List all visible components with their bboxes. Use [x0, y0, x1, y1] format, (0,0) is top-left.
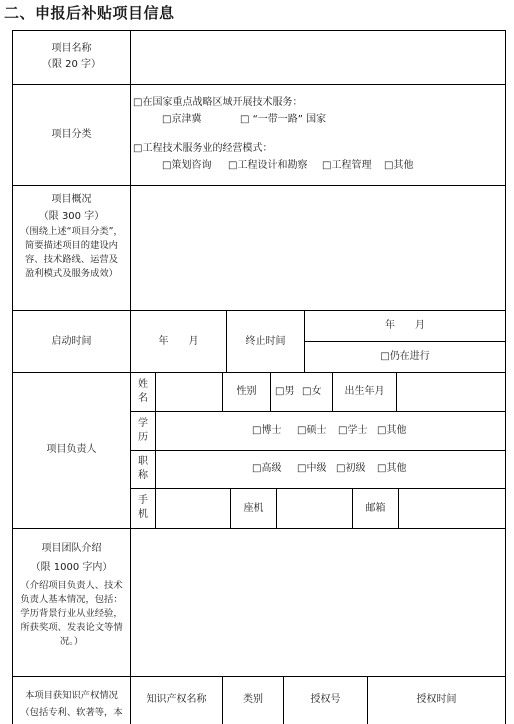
leader-row-line — [130, 411, 506, 412]
landline-label: 座机 — [243, 503, 264, 514]
birth-date-input[interactable] — [397, 373, 505, 411]
team-limit: （限 1000 字内） — [30, 562, 113, 573]
team-desc-line: （介绍项目负责人、技术 — [20, 580, 123, 591]
job-title-label: 职称 — [138, 456, 148, 481]
name-label: 姓名 — [138, 379, 148, 404]
gender-female-checkbox[interactable]: □女 — [302, 386, 322, 397]
ip-label-line: （包括专利、软著等，本 — [20, 707, 123, 718]
strategic-region-checkbox[interactable]: □在国家重点战略区域开展技术服务： — [133, 97, 303, 108]
overview-desc-line: 容、技术路线、运营及 — [25, 254, 118, 265]
section-heading: 二、申报后补贴项目信息 — [4, 4, 175, 22]
gender-label: 性别 — [236, 386, 257, 397]
project-leader-label: 项目负责人 — [46, 444, 97, 455]
option-other-checkbox[interactable]: □其他 — [384, 160, 414, 171]
name-row-divider — [270, 372, 271, 411]
overview-desc-line: （围绕上述“项目分类”， — [20, 226, 123, 237]
edu-bachelor-checkbox[interactable]: □学士 — [338, 425, 368, 436]
overview-desc-line: 简要描述项目的建设内 — [25, 240, 118, 251]
mobile-input[interactable] — [156, 489, 230, 528]
email-label: 邮箱 — [365, 503, 386, 514]
start-time-field[interactable]: 年 月 — [158, 336, 199, 347]
team-desc-line: 所获奖项、发表论文等情 — [20, 622, 123, 633]
ongoing-checkbox[interactable]: □仍在进行 — [380, 351, 430, 362]
project-category-label: 项目分类 — [51, 129, 92, 140]
ip-type-header: 类别 — [243, 694, 263, 705]
edu-other-checkbox[interactable]: □其他 — [377, 425, 407, 436]
title-other-checkbox[interactable]: □其他 — [377, 463, 407, 474]
mobile-label: 手机 — [138, 495, 148, 520]
birth-date-label: 出生年月 — [344, 386, 385, 397]
title-middle-checkbox[interactable]: □中级 — [297, 463, 327, 474]
team-desc-line: 况。） — [59, 636, 84, 647]
project-overview-limit: （限 300 字） — [38, 211, 105, 222]
timing-mid-line — [304, 341, 506, 342]
overview-desc-line: 盈利模式及服务成效） — [25, 268, 118, 279]
row-line — [12, 84, 506, 85]
start-time-label: 启动时间 — [51, 336, 92, 347]
title-junior-checkbox[interactable]: □初级 — [336, 463, 366, 474]
table-border-right — [505, 30, 506, 724]
team-desc-line: 负责人基本情况，包括： — [20, 594, 123, 605]
row-line — [12, 676, 506, 677]
end-time-field[interactable]: 年 月 — [385, 320, 425, 331]
ip-label-line: 本项目获知识产权情况 — [25, 690, 118, 701]
ip-date-header: 授权时间 — [416, 694, 457, 705]
project-name-input[interactable] — [131, 31, 505, 84]
project-name-label: 项目名称 — [51, 43, 92, 54]
edu-master-checkbox[interactable]: □硕士 — [297, 425, 327, 436]
option-design-survey-checkbox[interactable]: □工程设计和勘察 — [228, 160, 308, 171]
team-desc-line: 学历背景行业从业经验， — [20, 608, 123, 619]
business-model-checkbox[interactable]: □工程技术服务业的经营模式： — [133, 143, 273, 154]
leader-row-line — [130, 450, 506, 451]
ip-number-header: 授权号 — [310, 694, 341, 705]
project-overview-label: 项目概况 — [51, 194, 92, 205]
edu-doctor-checkbox[interactable]: □博士 — [252, 425, 282, 436]
option-management-checkbox[interactable]: □工程管理 — [322, 160, 372, 171]
ip-name-header: 知识产权名称 — [146, 694, 207, 705]
email-input[interactable] — [399, 489, 505, 528]
row-line — [12, 310, 506, 311]
end-time-label: 终止时间 — [245, 336, 286, 347]
project-overview-input[interactable] — [131, 186, 505, 310]
project-name-limit: （限 20 字） — [41, 59, 102, 70]
option-jingjinji-checkbox[interactable]: □京津冀 — [162, 114, 202, 125]
team-input[interactable] — [131, 529, 505, 676]
gender-male-checkbox[interactable]: □男 — [275, 386, 295, 397]
name-input[interactable] — [156, 373, 222, 411]
landline-input[interactable] — [277, 489, 352, 528]
title-senior-checkbox[interactable]: □高级 — [252, 463, 282, 474]
education-label: 学历 — [138, 418, 148, 443]
option-consulting-checkbox[interactable]: □策划咨询 — [162, 160, 212, 171]
team-label: 项目团队介绍 — [41, 543, 102, 554]
option-belt-road-checkbox[interactable]: □ “一带一路” 国家 — [240, 114, 327, 125]
